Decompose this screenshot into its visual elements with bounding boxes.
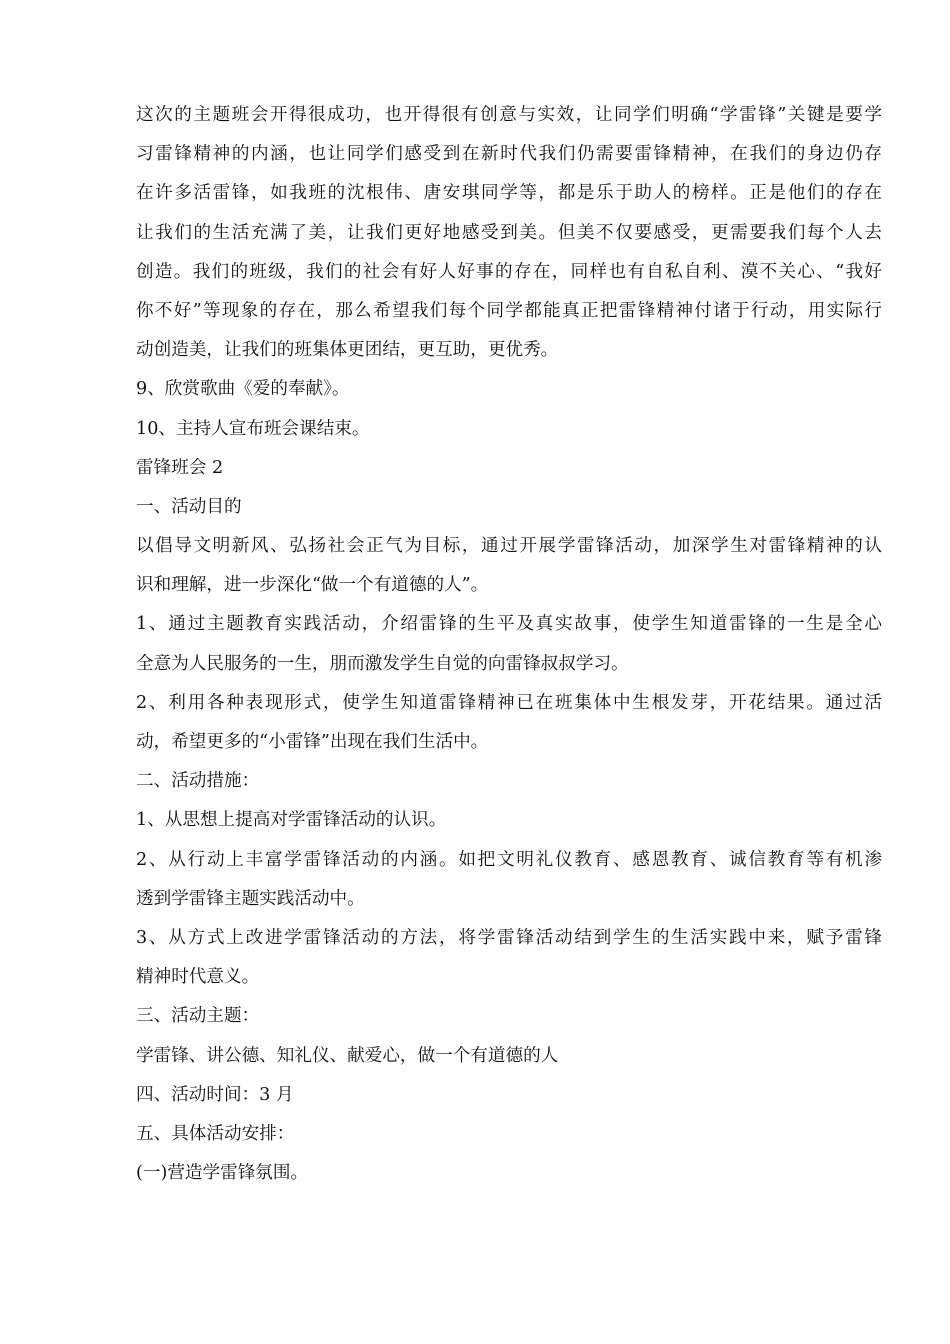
text-line: 3、从方式上改进学雷锋活动的方法，将学雷锋活动结到学生的生活实践中来，赋予雷锋 bbox=[136, 927, 882, 948]
text-line: 四、活动时间：3 月 bbox=[136, 1084, 294, 1105]
theme-text bbox=[136, 1037, 882, 1076]
purpose-item-1 bbox=[136, 605, 882, 683]
text-line: 雷锋班会 2 bbox=[136, 457, 224, 478]
text-line: 以倡导文明新风、弘扬社会正气为目标，通过开展学雷锋活动，加深学生对雷锋精神的认 bbox=[136, 536, 882, 557]
text-line: 动，希望更多的“小雷锋”出现在我们生活中。 bbox=[136, 732, 489, 752]
text-line: 三、活动主题： bbox=[136, 1006, 260, 1027]
text-line: 创造。我们的班级，我们的社会有好人好事的存在，同样也有自私自利、漠不关心、“我好 bbox=[136, 261, 882, 282]
heading-measures bbox=[136, 762, 882, 801]
text-line: 一、活动目的 bbox=[136, 496, 242, 517]
measure-item-2 bbox=[136, 841, 882, 919]
text-line: 2、从行动上丰富学雷锋活动的内涵。如把文明礼仪教育、感恩教育、诚信教育等有机渗 bbox=[136, 849, 882, 870]
purpose-item-2 bbox=[136, 684, 882, 762]
text-line: 10、主持人宣布班会课结束。 bbox=[136, 418, 370, 439]
text-line: 二、活动措施： bbox=[136, 771, 260, 792]
text-line: 学雷锋、讲公德、知礼仪、献爱心，做一个有道德的人 bbox=[136, 1045, 559, 1066]
text-line: 识和理解，进一步深化“做一个有道德的人”。 bbox=[136, 575, 489, 596]
measure-item-3 bbox=[136, 919, 882, 997]
purpose-paragraph bbox=[136, 527, 882, 605]
text-line: 精神时代意义。 bbox=[136, 967, 260, 988]
text-line: 动创造美，让我们的班集体更团结，更互助，更优秀。 bbox=[136, 340, 559, 361]
heading-time bbox=[136, 1076, 882, 1115]
text-line: 1、从思想上提高对学雷锋活动的认识。 bbox=[136, 810, 447, 831]
text-line: 透到学雷锋主题实践活动中。 bbox=[136, 888, 365, 909]
text-line: 五、具体活动安排： bbox=[136, 1123, 295, 1144]
text-line: 习雷锋精神的内涵，也让同学们感受到在新时代我们仍需要雷锋精神，在我们的身边仍存 bbox=[136, 144, 882, 165]
heading-theme bbox=[136, 997, 882, 1036]
text-line: (一)营造学雷锋氛围。 bbox=[136, 1163, 309, 1184]
text-line: 全意为人民服务的一生，朋而激发学生自觉的向雷锋叔叔学习。 bbox=[136, 653, 629, 674]
heading-arrangement bbox=[136, 1115, 882, 1154]
text-line: 你不好”等现象的存在，那么希望我们每个同学都能真正把雷锋精神付诸于行动，用实际行 bbox=[136, 300, 882, 321]
text-line: 9、欣赏歌曲《爱的奉献》。 bbox=[136, 379, 350, 400]
text-line: 让我们的生活充满了美，让我们更好地感受到美。但美不仅要感受，更需要我们每个人去 bbox=[136, 222, 882, 243]
arrangement-item-1 bbox=[136, 1154, 882, 1193]
text-line: 1、通过主题教育实践活动，介绍雷锋的生平及真实故事，使学生知道雷锋的一生是全心 bbox=[136, 614, 882, 635]
heading-purpose bbox=[136, 488, 882, 527]
measure-item-1 bbox=[136, 801, 882, 840]
text-line: 在许多活雷锋，如我班的沈根伟、唐安琪同学等，都是乐于助人的榜样。正是他们的存在 bbox=[136, 183, 882, 204]
text-line: 这次的主题班会开得很成功，也开得很有创意与实效，让同学们明确“学雷锋”关键是要学 bbox=[136, 105, 882, 125]
step-9-paragraph bbox=[136, 370, 882, 409]
section-title bbox=[136, 449, 882, 488]
text-line: 2、利用各种表现形式，使学生知道雷锋精神已在班集体中生根发芽，开花结果。通过活 bbox=[136, 692, 882, 713]
summary-paragraph bbox=[136, 96, 882, 370]
step-10-paragraph bbox=[136, 410, 882, 449]
document-body bbox=[136, 96, 882, 1193]
